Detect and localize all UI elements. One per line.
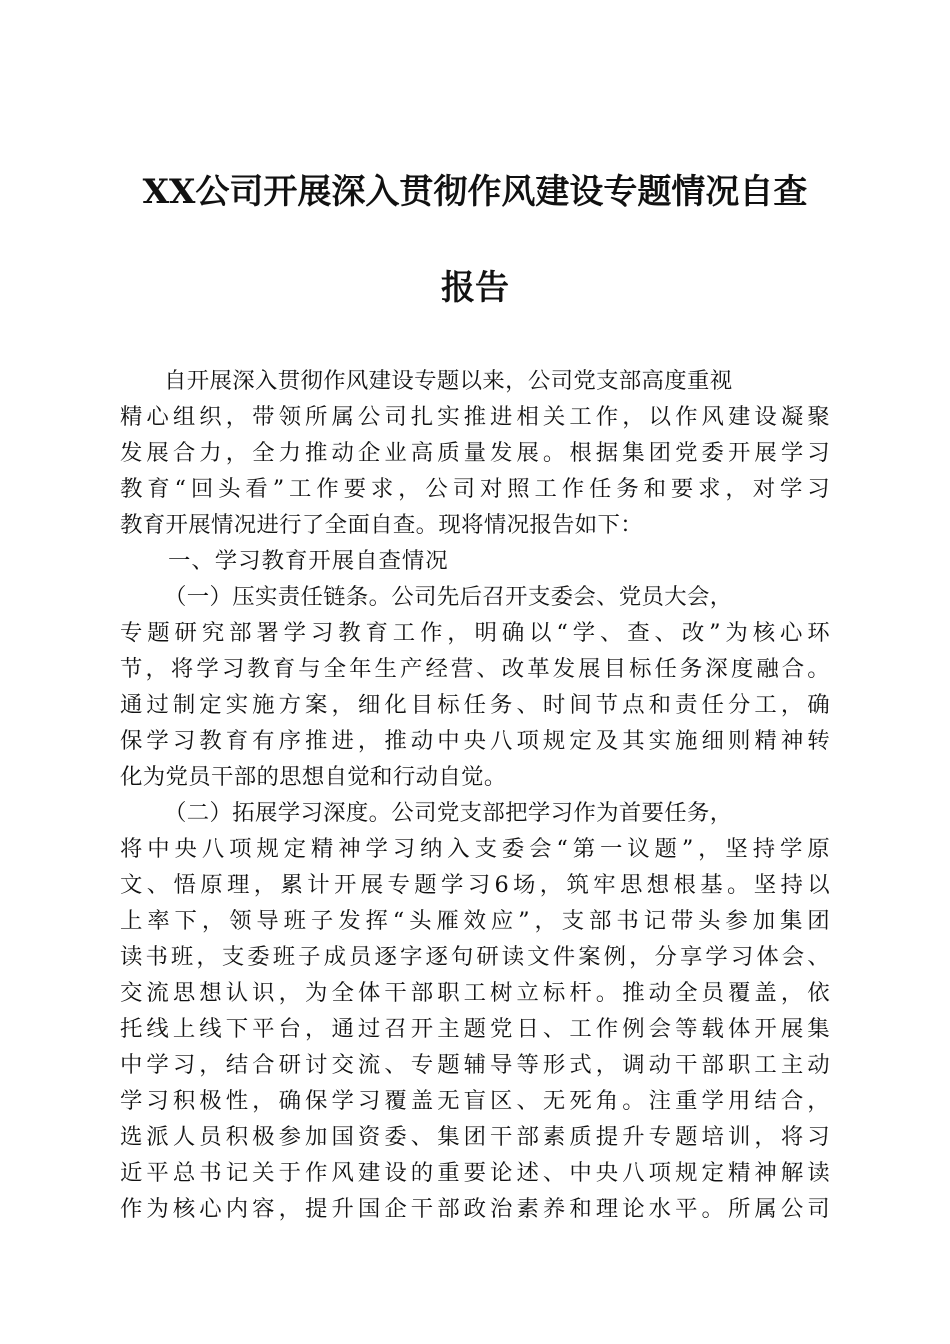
paragraph-line: 将中央八项规定精神学习纳入支委会“第一议题”，坚持学原	[120, 836, 830, 862]
paragraph-line: 近平总书记关于作风建设的重要论述、中央八项规定精神解读	[120, 1160, 830, 1186]
paragraph-line: 中学习，结合研讨交流、专题辅导等形式，调动干部职工主动	[120, 1052, 830, 1078]
paragraph-line: 教育“回头看”工作要求，公司对照工作任务和要求，对学习	[120, 476, 830, 502]
section-heading: 一、学习教育开展自查情况	[168, 548, 449, 574]
paragraph-line: 专题研究部署学习教育工作，明确以“学、查、改”为核心环	[120, 620, 830, 646]
paragraph-line: 教育开展情况进行了全面自查。现将情况报告如下：	[120, 512, 644, 538]
paragraph-line: 托线上线下平台，通过召开主题党日、工作例会等载体开展集	[120, 1016, 830, 1042]
paragraph-line: 读书班，支委班子成员逐字逐句研读文件案例，分享学习体会、	[120, 944, 830, 970]
document-title-line-1: XX公司开展深入贯彻作风建设专题情况自查	[142, 172, 808, 212]
paragraph-line: 保学习教育有序推进，推动中央八项规定及其实施细则精神转	[120, 728, 830, 754]
paragraph-line: 上率下，领导班子发挥“头雁效应”，支部书记带头参加集团	[120, 908, 830, 934]
paragraph-line: 节，将学习教育与全年生产经营、改革发展目标任务深度融合。	[120, 656, 830, 682]
paragraph-line: 化为党员干部的思想自觉和行动自觉。	[120, 764, 507, 790]
paragraph-line: （二）拓展学习深度。公司党支部把学习作为首要任务，	[164, 800, 733, 826]
paragraph-line: 精心组织，带领所属公司扎实推进相关工作，以作风建设凝聚	[120, 404, 830, 430]
paragraph-line: 交流思想认识，为全体干部职工树立标杆。推动全员覆盖，依	[120, 980, 830, 1006]
paragraph-line: 选派人员积极参加国资委、集团干部素质提升专题培训，将习	[120, 1124, 830, 1150]
paragraph-line: 自开展深入贯彻作风建设专题以来，公司党支部高度重视	[164, 368, 733, 394]
document-title-line-2: 报告	[441, 268, 509, 308]
paragraph-line: 文、悟原理，累计开展专题学习6场，筑牢思想根基。坚持以	[120, 872, 830, 898]
paragraph-line: 作为核心内容，提升国企干部政治素养和理论水平。所属公司	[120, 1196, 830, 1222]
paragraph-line: 通过制定实施方案，细化目标任务、时间节点和责任分工，确	[120, 692, 830, 718]
paragraph-line: （一）压实责任链条。公司先后召开支委会、党员大会，	[164, 584, 733, 610]
paragraph-line: 发展合力，全力推动企业高质量发展。根据集团党委开展学习	[120, 440, 830, 466]
paragraph-line: 学习积极性，确保学习覆盖无盲区、无死角。注重学用结合，	[120, 1088, 830, 1114]
